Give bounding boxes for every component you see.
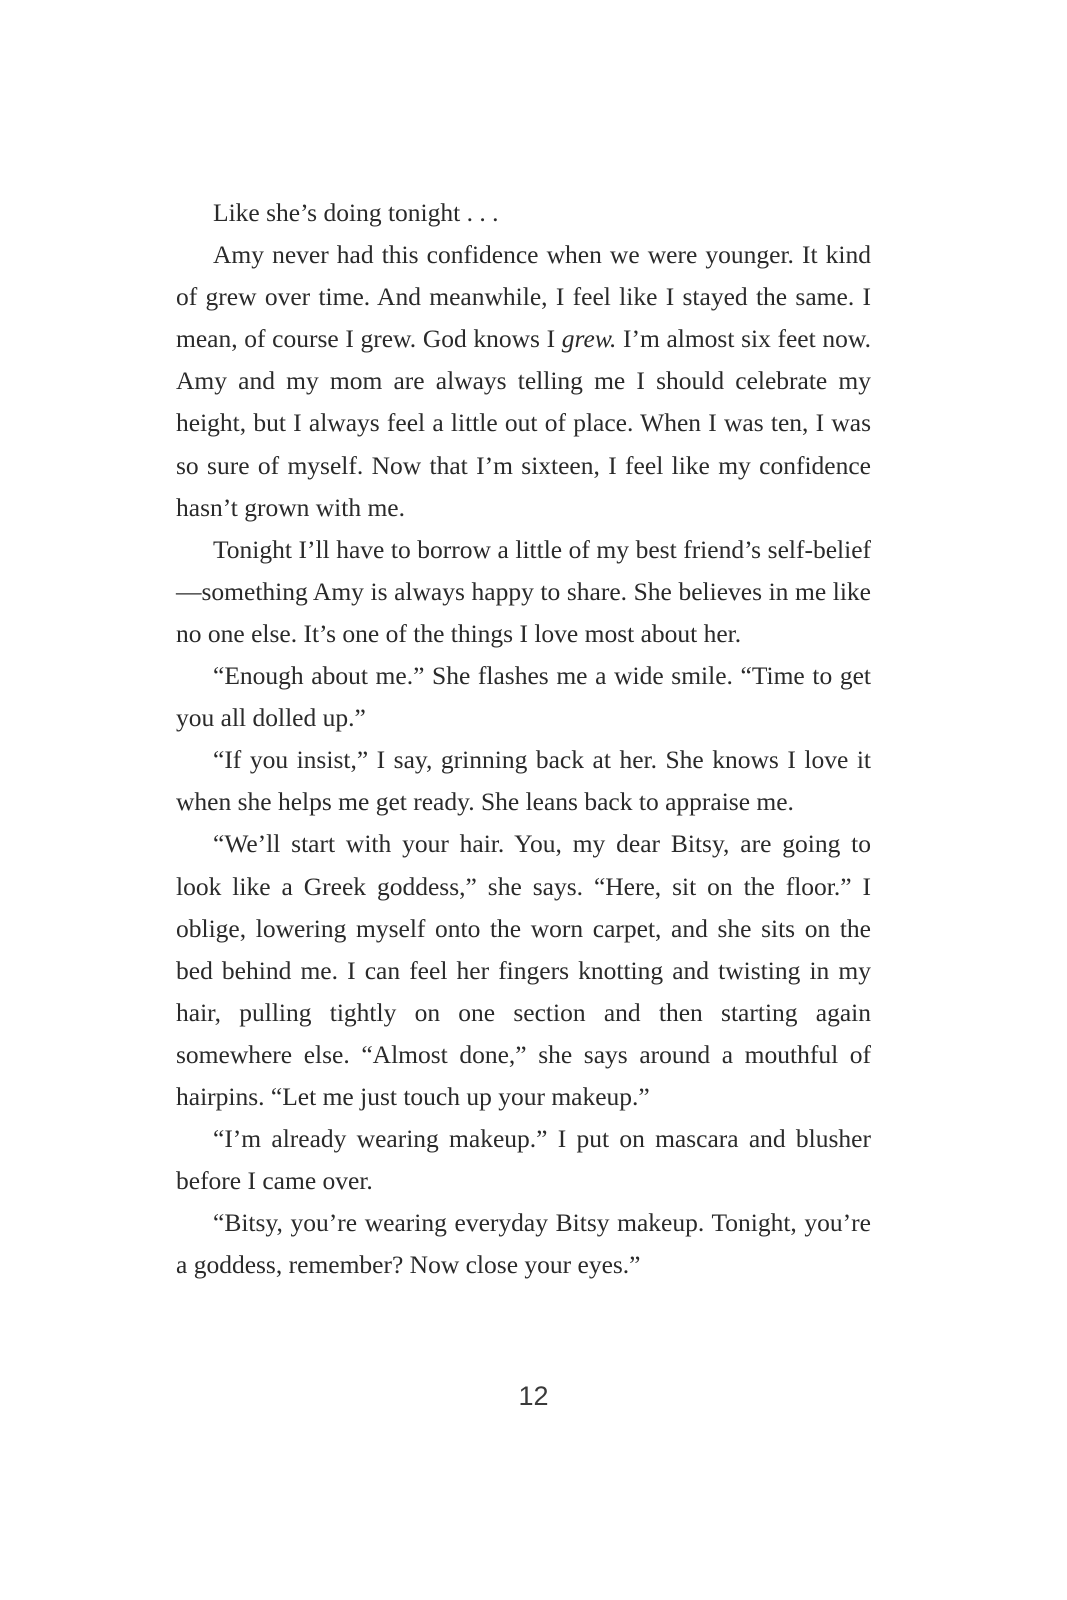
paragraph-2-part-1: Amy never had this confidence when we were younger. It kind of grew over time. And meanwhile, I feel like I stayed the same. I mean, of course I grew. God knows I — [176, 240, 871, 354]
paragraph-8: “Bitsy, you’re wearing everyday Bitsy makeup. Tonight, you’re a goddess, remember? Now close your eyes.” — [176, 1208, 871, 1280]
paragraph-3: Tonight I’ll have to borrow a little of my best friend’s self-belief—something Amy is always happy to share. She believes in me like no one else. It’s one of the things I love most about her. — [176, 534, 871, 648]
paragraph-7: “I’m already wearing makeup.” I put on mascara and blusher before I came over. — [176, 1124, 871, 1196]
paragraph-1: Like she’s doing tonight . . . — [213, 198, 499, 227]
paragraph-2-part-2: I’m almost six feet now. Amy and my mom are always telling me I should celebrate my height, but I always feel a little out of place. When I was ten, I was so sure of myself. Now that I’m sixteen, I feel like my confidence hasn’t grown with me. — [176, 324, 871, 522]
paragraph-4: “Enough about me.” She flashes me a wide smile. “Time to get you all dolled up.” — [176, 661, 871, 733]
body-text — [176, 192, 871, 1286]
paragraph-5: “If you insist,” I say, grinning back at her. She knows I love it when she helps me get ready. She leans back to appraise me. — [176, 745, 871, 817]
italic-emphasis: grew. — [561, 324, 617, 354]
paragraph-6: “We’ll start with your hair. You, my dear Bitsy, are going to look like a Greek goddess,” she says. “Here, sit on the floor.” I oblige, lowering myself onto the worn carpet, and she sits on the bed behind me. I can feel her fingers knotting and twisting in my hair, pulling tightly on one section and then starting again somewhere else. “Almost done,” she says around a mouthful of hairpins. “Let me just touch up your makeup.” — [176, 829, 871, 1111]
paragraph-2 — [176, 234, 871, 529]
page-number: 12 — [518, 1381, 549, 1411]
